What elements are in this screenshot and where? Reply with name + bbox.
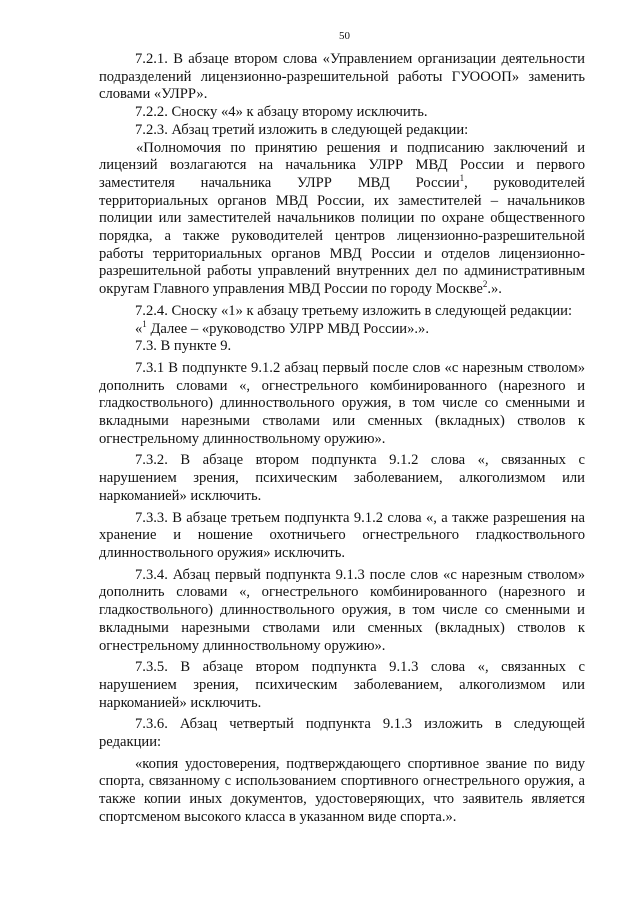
footnote-replacement [99,318,585,339]
quoted-paragraph-authority [99,140,585,299]
footnote-mark-1: 1 [142,318,147,329]
paragraph-7-2-2: 7.2.2. Сноску «4» к абзацу второму исключить. [135,104,428,121]
quoted-paragraph-certificate: «копия удостоверения, подтверждающего спортивное звание по виду спорта, связанному с использованием спортивного огнестрельного оружия, а также копии иных документов, удостоверяющих, что заявитель является спортсменом высокого класса в указанном виде спорта.». [99,755,585,825]
paragraph-7-3-2: 7.3.2. В абзаце втором подпункта 9.1.2 слова «, связанных с нарушением зрения, психическим заболеванием, алкоголизмом или наркоманией» исключить. [99,452,585,504]
paragraph-7-3-5: 7.3.5. В абзаце втором подпункта 9.1.3 слова «, связанных с нарушением зрения, психическим заболеванием, алкоголизмом или наркоманией» исключить. [99,659,585,711]
footnote-text: Далее – «руководство УЛРР МВД России».». [146,320,429,337]
quote-text-part3: .». [487,281,502,298]
paragraph-7-3-6: 7.3.6. Абзац четвертый подпункта 9.1.3 изложить в следующей редакции: [99,716,585,751]
footnote-open-quote: « [135,320,143,337]
document-body [99,51,585,827]
paragraph-7-2-3: 7.2.3. Абзац третий изложить в следующей редакции: [135,121,469,138]
quote-text-part2: , руководителей территориальных органов МВД России, их заместителей – начальников полиции или заместителей начальников полиции по охране общественного порядка, а также руководителей центров лицензионно-разрешительной работы территориальных органов МВД России и отделов лицензионно-разрешительной работы управлений внутренних дел по административным округам Главного управления МВД России по городу Москве [99,174,585,298]
quote-text-part1: «Полномочия по принятию решения и подписанию заключений и лицензий возлагаются на начальника УЛРР МВД России и первого заместителя начальника УЛРР МВД России [99,139,585,191]
page-number: 50 [339,30,350,42]
paragraph-7-2-1: 7.2.1. В абзаце втором слова «Управлением организации деятельности подразделений лицензионно-разрешительной работы ГУОООП» заменить словами «УЛРР». [99,51,585,103]
paragraph-7-3: 7.3. В пункте 9. [135,338,232,355]
footnote-ref-2: 2 [482,279,488,290]
paragraph-7-2-4: 7.2.4. Сноску «1» к абзацу третьему изложить в следующей редакции: [135,302,572,319]
paragraph-7-3-4: 7.3.4. Абзац первый подпункта 9.1.3 после слов «с нарезным стволом» дополнить словами «, огнестрельного комбинированного (нарезного и гладкоствольного) длинноствольного оружия, в том числе со сменными и вкладными нарезными стволами или сменных (вкладных) стволов к огнестрельному длинноствольному оружию». [99,566,585,654]
paragraph-7-3-1: 7.3.1 В подпункте 9.1.2 абзац первый после слов «с нарезным стволом» дополнить словами «, огнестрельного комбинированного (нарезного и гладкоствольного) длинноствольного оружия, в том числе со сменными и вкладными нарезными стволами или сменных (вкладных) стволов к огнестрельному длинноствольному оружию». [99,359,585,447]
paragraph-7-3-3: 7.3.3. В абзаце третьем подпункта 9.1.2 слова «, а также разрешения на хранение и ношение охотничьего огнестрельного гладкоствольного длинноствольного оружия» исключить. [99,509,585,561]
footnote-ref-1: 1 [459,173,465,184]
